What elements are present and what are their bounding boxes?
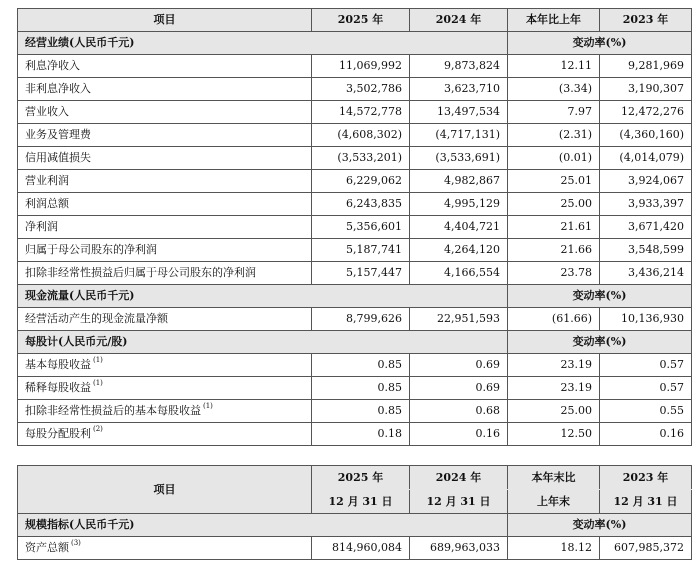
value-2025: 8,799,626 — [312, 308, 410, 331]
row-label-cell — [18, 78, 312, 101]
table-row — [18, 354, 692, 377]
row-label: 利息净收入 — [25, 59, 80, 72]
value-2024: 0.16 — [410, 423, 508, 446]
section-title: 现金流量(人民币千元) — [18, 285, 508, 308]
value-2025: (4,608,302) — [312, 124, 410, 147]
value-2025: 11,069,992 — [312, 55, 410, 78]
footnote-marker: (1) — [203, 402, 213, 410]
row-label-cell — [18, 400, 312, 423]
header-2025: 2025 年 — [312, 9, 410, 32]
value-2025: 0.85 — [312, 354, 410, 377]
value-2024: 689,963,033 — [410, 537, 508, 560]
value-2024: 9,873,824 — [410, 55, 508, 78]
row-label: 资产总额 — [25, 541, 69, 554]
value-2023: 10,136,930 — [600, 308, 692, 331]
header-2023: 2023 年 — [600, 9, 692, 32]
value-2023: 0.57 — [600, 377, 692, 400]
header-2025-year: 2025 年 — [312, 466, 410, 490]
row-label-cell — [18, 170, 312, 193]
value-2024: 4,264,120 — [410, 239, 508, 262]
header-2025-date: 12 月 31 日 — [312, 490, 410, 514]
row-label: 营业利润 — [25, 174, 69, 187]
section-title: 经营业绩(人民币千元) — [18, 32, 508, 55]
section-header-operating-results — [18, 32, 692, 55]
table-header-row — [18, 9, 692, 32]
row-label-cell — [18, 354, 312, 377]
section-header-cash-flow — [18, 285, 692, 308]
table-row — [18, 400, 692, 423]
change-rate: (0.01) — [508, 147, 600, 170]
value-2025: 3,502,786 — [312, 78, 410, 101]
value-2023: 3,548,599 — [600, 239, 692, 262]
value-2023: 3,671,420 — [600, 216, 692, 239]
row-label-cell — [18, 124, 312, 147]
scale-indicators-body — [18, 466, 692, 560]
value-2023: 3,190,307 — [600, 78, 692, 101]
table-row — [18, 262, 692, 285]
value-2025: (3,533,201) — [312, 147, 410, 170]
header-change-bottom: 上年末 — [508, 490, 600, 514]
value-2023: 3,436,214 — [600, 262, 692, 285]
change-rate: (3.34) — [508, 78, 600, 101]
row-label-cell — [18, 308, 312, 331]
row-label: 扣除非经常性损益后归属于母公司股东的净利润 — [25, 266, 256, 279]
header-item: 项目 — [18, 466, 312, 514]
section-header-per-share — [18, 331, 692, 354]
change-rate: 25.01 — [508, 170, 600, 193]
table-row — [18, 537, 692, 560]
change-rate: 7.97 — [508, 101, 600, 124]
value-2023: 0.55 — [600, 400, 692, 423]
section-rate-label: 变动率(%) — [508, 285, 692, 308]
change-rate: 18.12 — [508, 537, 600, 560]
row-label: 非利息净收入 — [25, 82, 91, 95]
table-row — [18, 193, 692, 216]
section-title: 规模指标(人民币千元) — [18, 514, 508, 537]
value-2025: 5,157,447 — [312, 262, 410, 285]
row-label-cell — [18, 193, 312, 216]
row-label-cell — [18, 239, 312, 262]
table-row — [18, 55, 692, 78]
table-row — [18, 423, 692, 446]
header-change-top: 本年末比 — [508, 466, 600, 490]
row-label: 利润总额 — [25, 197, 69, 210]
value-2024: 3,623,710 — [410, 78, 508, 101]
table-row — [18, 216, 692, 239]
value-2023: 607,985,372 — [600, 537, 692, 560]
value-2025: 814,960,084 — [312, 537, 410, 560]
row-label-cell — [18, 262, 312, 285]
value-2023: (4,014,079) — [600, 147, 692, 170]
section-rate-label: 变动率(%) — [508, 32, 692, 55]
value-2024: 4,995,129 — [410, 193, 508, 216]
table-row — [18, 170, 692, 193]
row-label: 归属于母公司股东的净利润 — [25, 243, 157, 256]
footnote-marker: (1) — [93, 356, 103, 364]
header-change: 本年比上年 — [508, 9, 600, 32]
value-2024: (3,533,691) — [410, 147, 508, 170]
value-2025: 6,243,835 — [312, 193, 410, 216]
value-2024: 4,982,867 — [410, 170, 508, 193]
table-row — [18, 377, 692, 400]
change-rate: 21.61 — [508, 216, 600, 239]
change-rate: 25.00 — [508, 193, 600, 216]
table-row — [18, 147, 692, 170]
row-label-cell — [18, 147, 312, 170]
row-label-cell — [18, 101, 312, 124]
row-label: 经营活动产生的现金流量净额 — [25, 312, 168, 325]
value-2024: 0.68 — [410, 400, 508, 423]
row-label-cell — [18, 55, 312, 78]
section-rate-label: 变动率(%) — [508, 514, 692, 537]
value-2024: (4,717,131) — [410, 124, 508, 147]
change-rate: 23.78 — [508, 262, 600, 285]
change-rate: (2.31) — [508, 124, 600, 147]
row-label: 营业收入 — [25, 105, 69, 118]
value-2025: 5,356,601 — [312, 216, 410, 239]
change-rate: 25.00 — [508, 400, 600, 423]
table-row — [18, 308, 692, 331]
row-label-cell — [18, 216, 312, 239]
row-label: 净利润 — [25, 220, 58, 233]
row-label-cell — [18, 377, 312, 400]
change-rate: 21.66 — [508, 239, 600, 262]
row-label: 扣除非经常性损益后的基本每股收益 — [25, 404, 201, 417]
row-label: 基本每股收益 — [25, 358, 91, 371]
financial-summary-table — [17, 8, 692, 446]
header-item: 项目 — [18, 9, 312, 32]
header-2023-year: 2023 年 — [600, 466, 692, 490]
change-rate: 23.19 — [508, 377, 600, 400]
row-label-cell — [18, 423, 312, 446]
header-2024-year: 2024 年 — [410, 466, 508, 490]
value-2023: 0.16 — [600, 423, 692, 446]
section-rate-label: 变动率(%) — [508, 331, 692, 354]
section-header-scale-indicators — [18, 514, 692, 537]
value-2023: 9,281,969 — [600, 55, 692, 78]
value-2025: 0.85 — [312, 377, 410, 400]
header-2024: 2024 年 — [410, 9, 508, 32]
row-label: 业务及管理费 — [25, 128, 91, 141]
row-label: 信用减值损失 — [25, 151, 91, 164]
row-label: 每股分配股利 — [25, 427, 91, 440]
row-label: 稀释每股收益 — [25, 381, 91, 394]
financial-summary-body — [18, 9, 692, 446]
value-2024: 13,497,534 — [410, 101, 508, 124]
table-row — [18, 239, 692, 262]
change-rate: 12.50 — [508, 423, 600, 446]
value-2024: 22,951,593 — [410, 308, 508, 331]
header-2023-date: 12 月 31 日 — [600, 490, 692, 514]
table-row — [18, 78, 692, 101]
value-2024: 0.69 — [410, 377, 508, 400]
footnote-marker: (2) — [93, 425, 103, 433]
header-2024-date: 12 月 31 日 — [410, 490, 508, 514]
value-2023: 0.57 — [600, 354, 692, 377]
value-2024: 4,404,721 — [410, 216, 508, 239]
value-2025: 0.85 — [312, 400, 410, 423]
value-2023: 12,472,276 — [600, 101, 692, 124]
value-2023: 3,924,067 — [600, 170, 692, 193]
footnote-marker: (3) — [71, 539, 81, 547]
change-rate: 23.19 — [508, 354, 600, 377]
value-2025: 14,572,778 — [312, 101, 410, 124]
value-2025: 0.18 — [312, 423, 410, 446]
scale-indicators-table — [17, 465, 692, 560]
section-title: 每股计(人民币元/股) — [18, 331, 508, 354]
table-row — [18, 124, 692, 147]
value-2025: 6,229,062 — [312, 170, 410, 193]
table-row — [18, 101, 692, 124]
change-rate: 12.11 — [508, 55, 600, 78]
table-header-row — [18, 466, 692, 490]
row-label-cell — [18, 537, 312, 560]
value-2025: 5,187,741 — [312, 239, 410, 262]
change-rate: (61.66) — [508, 308, 600, 331]
value-2023: 3,933,397 — [600, 193, 692, 216]
value-2024: 0.69 — [410, 354, 508, 377]
value-2023: (4,360,160) — [600, 124, 692, 147]
footnote-marker: (1) — [93, 379, 103, 387]
value-2024: 4,166,554 — [410, 262, 508, 285]
